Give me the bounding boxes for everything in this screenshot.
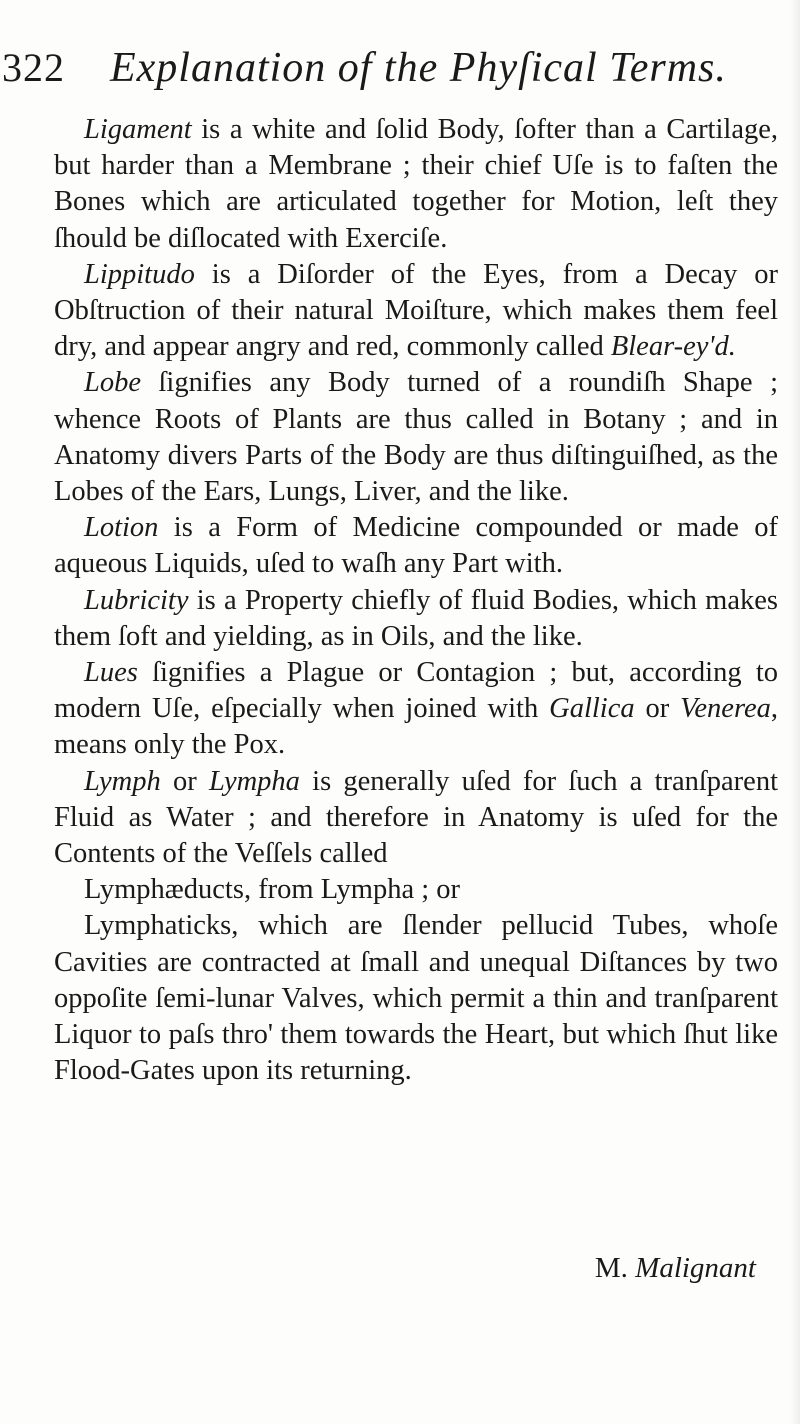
entry-term: Lubricity [84, 584, 189, 616]
entry-lubricity [54, 583, 778, 655]
entry-lobe [54, 365, 778, 510]
entry-definition: is a Property chiefly of fluid Bodies, which makes them ſoft and yielding, as in Oils, and the like. [54, 584, 778, 652]
entry-definition: ſignifies a Plague or Contagion ; but, according to modern Uſe, eſpecially when joined with [54, 657, 778, 725]
entry-definition: or [634, 693, 681, 725]
entry-lymph [54, 764, 778, 873]
running-title: Explanation of the Phyſical Terms. [110, 45, 727, 91]
entry-lymphaeducts [54, 872, 778, 908]
entry-definition: is a Form of Medicine compounded or made of aqueous Liquids, uſed to waſh any Part with. [54, 512, 778, 580]
entry-lippitudo [54, 257, 778, 366]
entry-ligament [54, 112, 778, 257]
entry-term: Lymphæducts [84, 874, 244, 906]
entry-term: Ligament [84, 114, 192, 145]
entry-term: Lobe [84, 367, 141, 399]
entry-term: Lymphaticks [84, 910, 232, 942]
entry-lymphaticks [54, 908, 778, 1089]
entry-definition: is generally uſed for ſuch a tranſparent Fluid as Water ; and therefore in Anatomy is uſed for the Contents of the Veſſels called [54, 765, 778, 870]
entry-lues [54, 655, 778, 764]
catchword [595, 1252, 756, 1285]
entry-italic-phrase: Lympha [320, 874, 415, 906]
page-number: 322 [2, 45, 65, 90]
entry-definition: , means only the Pox. [54, 693, 778, 761]
entry-italic-phrase: Lympha [208, 765, 300, 797]
entry-term: Lymph [84, 765, 161, 797]
entry-definition: ; or [414, 874, 461, 906]
glossary-body [54, 112, 778, 1089]
entry-lotion [54, 510, 778, 582]
page-header [0, 40, 800, 100]
signature-mark: M. [594, 1252, 628, 1284]
page-edge-shadow [790, 0, 800, 1424]
entry-definition: , from [243, 874, 321, 906]
entry-term: Lues [84, 657, 138, 689]
entry-definition: is a white and ſolid Body, ſofter than a Cartilage, but harder than a Membrane ; their chief Uſe is to faſten the Bones which are articulated together for Motion, leſt they ſhould be diſlocated with Exerciſe. [54, 114, 778, 254]
entry-definition: or [160, 765, 209, 797]
entry-definition: ſignifies any Body turned of a roundiſh Shape ; whence Roots of Plants are thus called in Botany ; and in Anatomy divers Parts of the Body are thus diſtinguiſhed, as the Lobes of the Ears, Lungs, Liver, and the like. [54, 367, 778, 508]
entry-italic-phrase: Blear-ey'd. [610, 331, 736, 363]
entry-definition: , which are ſlender pellucid Tubes, whoſe Cavities are contracted at ſmall and unequal Diſtances by two oppoſite ſemi-lunar Valves, which permit a thin and tranſparent Liquor to paſs thro' them towards the Heart, but which ſhut like Flood-Gates upon its returning. [54, 910, 778, 1087]
entry-definition: is a Diſorder of the Eyes, from a Decay or Obſtruction of their natural Moiſture, which makes them feel dry, and appear angry and red, commonly called [54, 258, 778, 363]
entry-italic-phrase: Venerea [680, 693, 771, 725]
catchword-text: Malignant [635, 1252, 756, 1284]
entry-term: Lotion [84, 512, 159, 544]
entry-italic-phrase: Gallica [549, 693, 635, 725]
entry-term: Lippitudo [84, 258, 195, 290]
